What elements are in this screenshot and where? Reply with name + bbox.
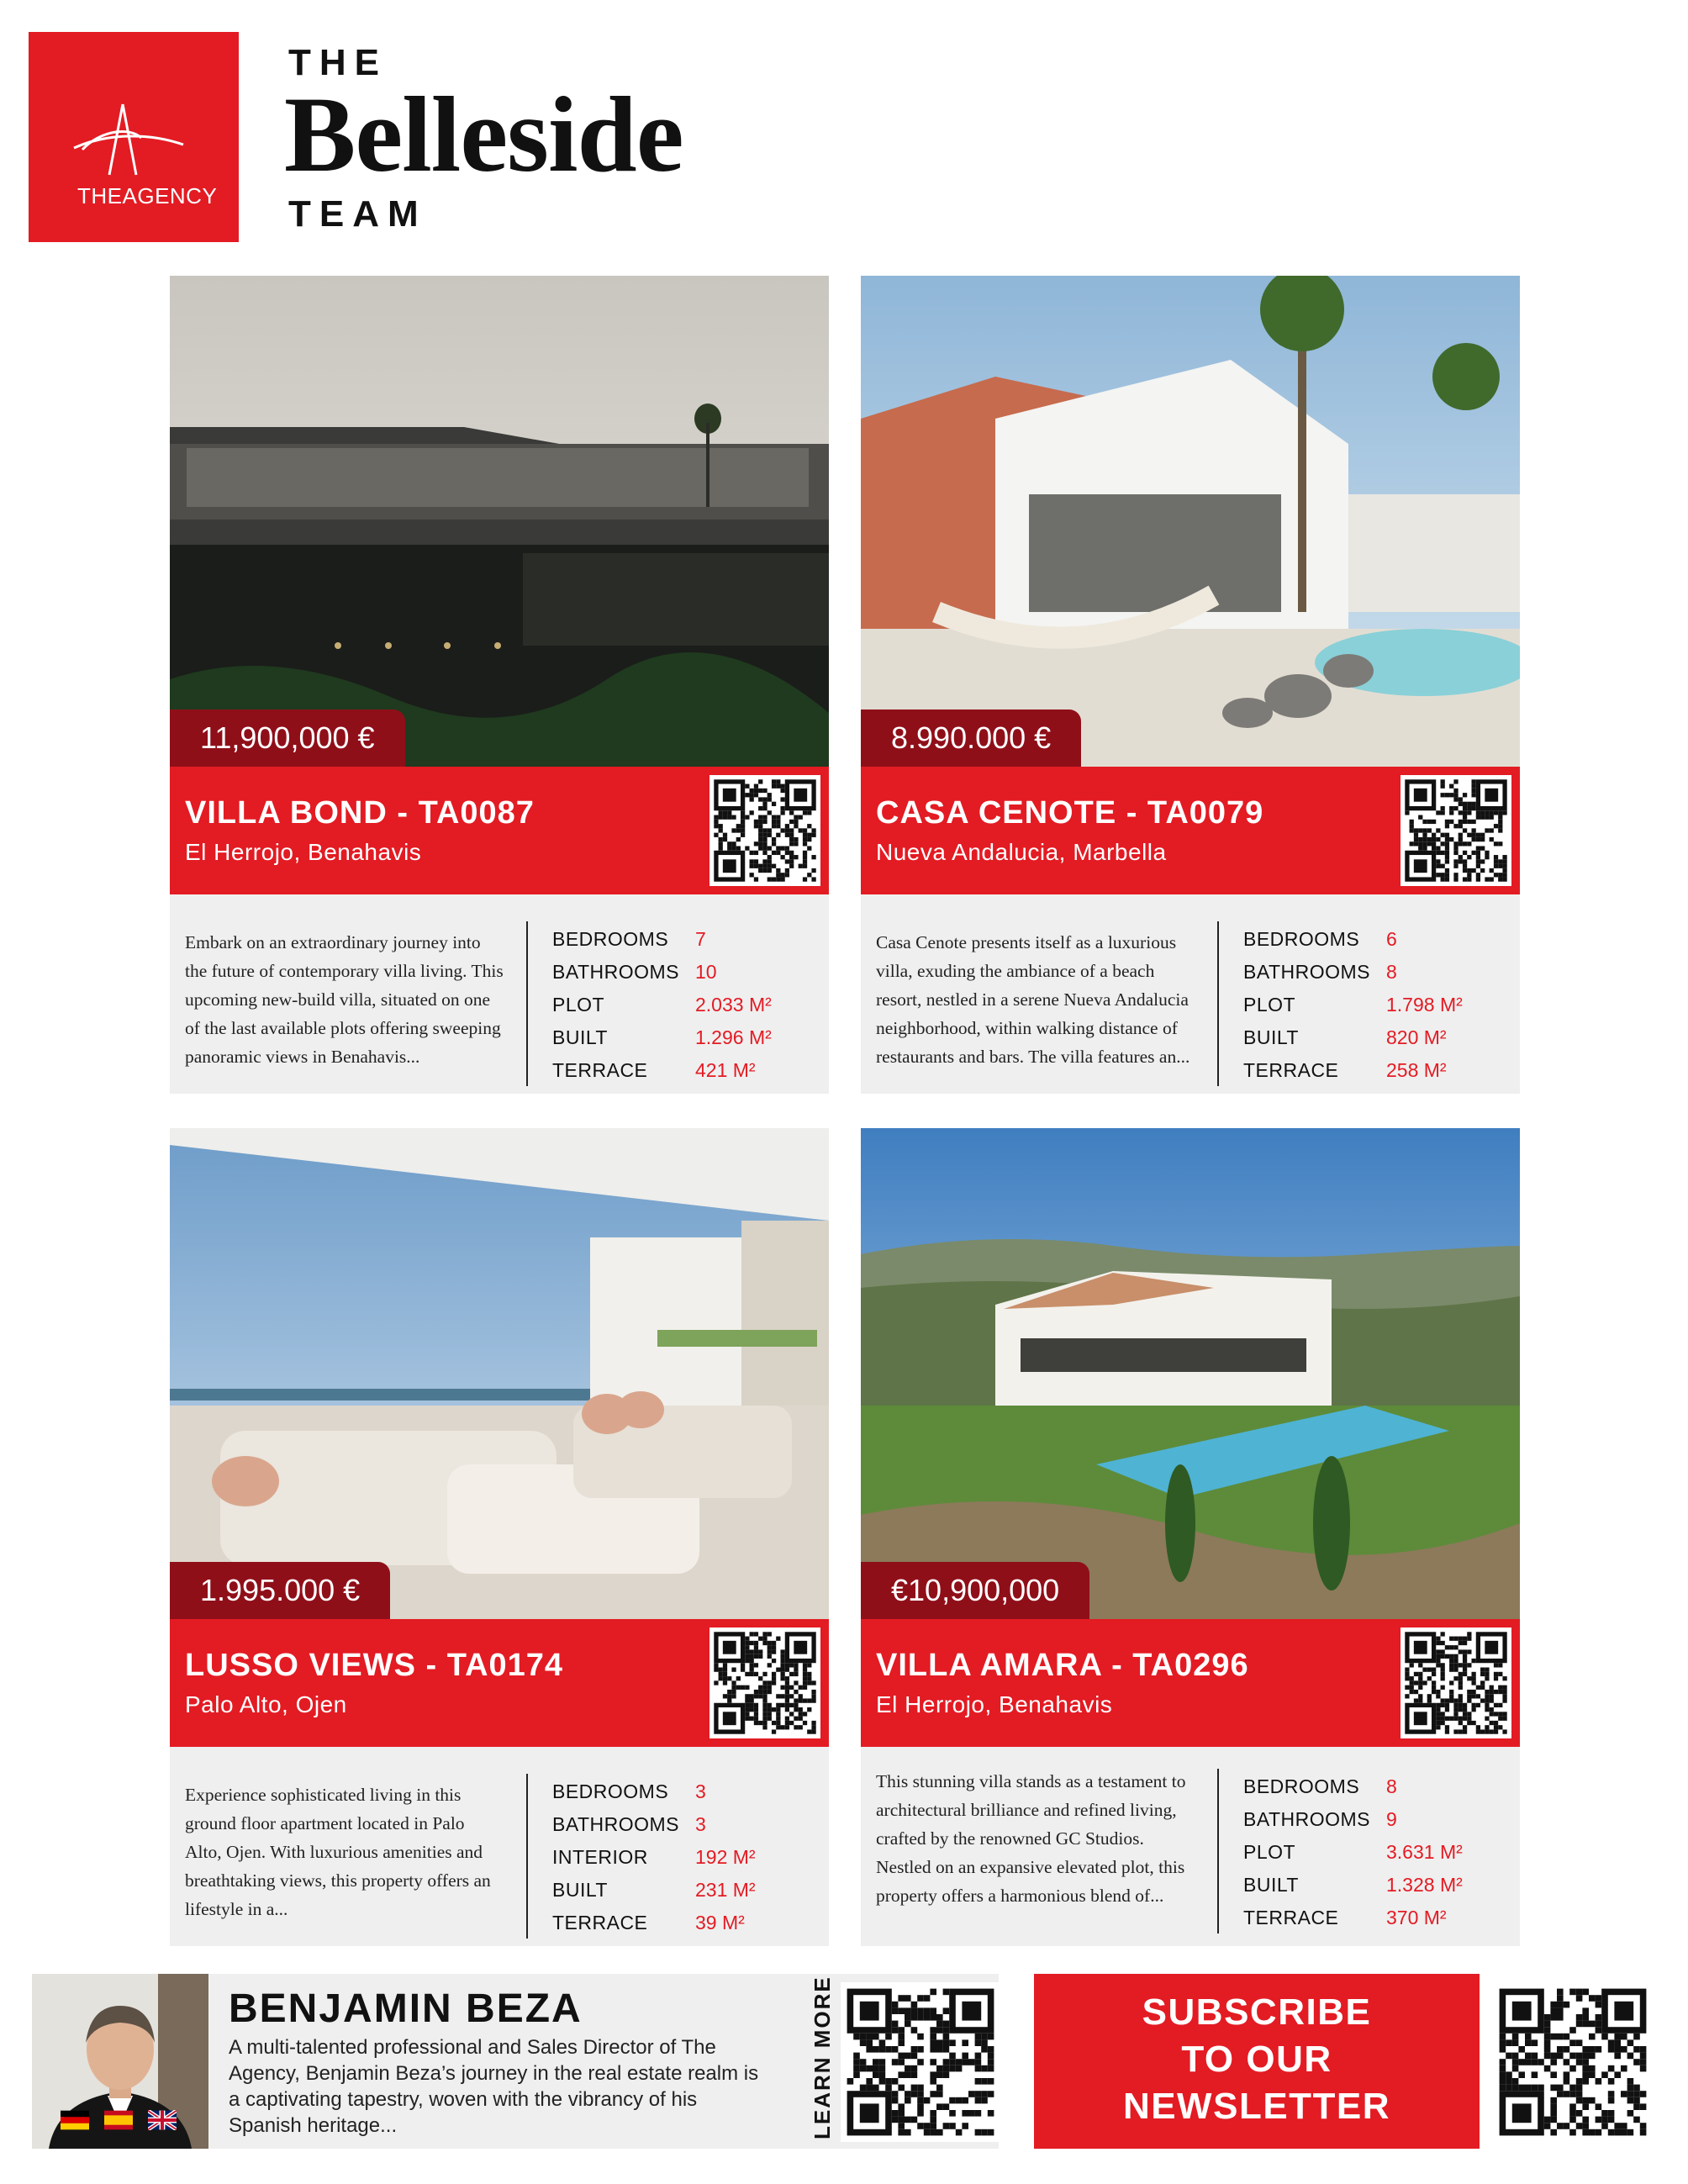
spec-value: 370 M² [1386, 1907, 1447, 1928]
listing-header [861, 1619, 1520, 1747]
brand-the: THE [288, 42, 388, 83]
spec-label: BEDROOMS [1243, 928, 1360, 950]
spec-label: BEDROOMS [1243, 1775, 1360, 1797]
brand-team: TEAM [288, 193, 427, 235]
spec-value: 192 M² [695, 1846, 756, 1868]
listing-specs [552, 1775, 756, 1939]
listing-title[interactable]: CASA CENOTE - TA0079 [876, 795, 1264, 831]
listing-price: 8.990.000 € [861, 710, 1081, 767]
spec-label: TERRACE [1243, 1907, 1339, 1928]
listing-location: Nueva Andalucia, Marbella [876, 839, 1167, 865]
spec-row [552, 956, 772, 989]
spec-row [552, 1808, 756, 1841]
spec-value: 3 [695, 1813, 706, 1835]
spec-label: BUILT [552, 1026, 608, 1048]
listing-location: Palo Alto, Ojen [185, 1691, 347, 1717]
german-flag-icon [61, 2110, 89, 2130]
spec-row [1243, 1836, 1463, 1869]
agency-logo [29, 32, 239, 242]
spec-label: BATHROOMS [1243, 961, 1371, 983]
divider [1217, 1769, 1219, 1933]
listing-description: This stunning villa stands as a testament to architectural brilliance and refined living, crafted by the renowned GC Studios. Nestled on an expansive elevated plot, this property offers a harmonious blend of... [876, 1771, 1186, 1906]
spec-row [1243, 956, 1463, 989]
spec-value: 8 [1386, 1775, 1397, 1797]
divider [526, 1774, 528, 1939]
spec-row [552, 1841, 756, 1874]
listing-photo[interactable] [861, 276, 1520, 767]
listing-card[interactable] [861, 276, 1520, 1094]
listing-specs [1243, 1770, 1463, 1934]
listing-location: El Herrojo, Benahavis [185, 839, 422, 865]
spec-row [1243, 1021, 1463, 1054]
spec-value: 7 [695, 928, 706, 950]
subscribe-line: TO OUR [1181, 2039, 1332, 2080]
listing-photo[interactable] [861, 1128, 1520, 1619]
qr-code-icon[interactable] [709, 775, 820, 886]
listing-specs [552, 923, 772, 1087]
spec-value: 3 [695, 1780, 706, 1802]
listing-title[interactable]: LUSSO VIEWS - TA0174 [185, 1648, 564, 1683]
newsletter-qr-code-icon[interactable] [1493, 1982, 1653, 2142]
listing-price: 11,900,000 € [170, 710, 405, 767]
listing-location: El Herrojo, Benahavis [876, 1691, 1113, 1717]
spec-value: 258 M² [1386, 1059, 1447, 1081]
spec-label: BATHROOMS [1243, 1808, 1371, 1830]
spec-row [1243, 1803, 1463, 1836]
spec-row [552, 1054, 772, 1087]
spec-value: 6 [1386, 928, 1397, 950]
listing-header [861, 767, 1520, 894]
listing-description: Experience sophisticated living in this ground floor apartment located in Palo Alto, Ojen. With luxurious amenities and breathtaking views, this property offers an lifestyle in a... [185, 1785, 491, 1919]
spec-label: PLOT [1243, 1841, 1296, 1863]
listing-card[interactable] [861, 1128, 1520, 1946]
spec-value: 421 M² [695, 1059, 756, 1081]
spec-value: 39 M² [695, 1912, 745, 1933]
spec-value: 9 [1386, 1808, 1397, 1830]
spec-value: 1.296 M² [695, 1026, 772, 1048]
subscribe-newsletter-button[interactable] [1034, 1974, 1480, 2149]
spec-label: TERRACE [552, 1059, 648, 1081]
spec-label: TERRACE [1243, 1059, 1339, 1081]
agency-mark-icon [49, 98, 217, 182]
listing-description: Casa Cenote presents itself as a luxurious villa, exuding the ambiance of a beach resort, nestled in a serene Nueva Andalucia neighborhood, within walking distance of restaurants and bars. The villa features an... [876, 932, 1190, 1067]
spec-value: 1.798 M² [1386, 994, 1463, 1016]
spec-row [552, 1874, 756, 1907]
spec-label: TERRACE [552, 1912, 648, 1933]
listing-photo[interactable] [170, 1128, 829, 1619]
spec-value: 1.328 M² [1386, 1874, 1463, 1896]
listing-photo[interactable] [170, 276, 829, 767]
qr-code-icon[interactable] [1401, 1627, 1511, 1738]
spec-label: PLOT [1243, 994, 1296, 1016]
spec-row [552, 1907, 756, 1939]
spec-value: 3.631 M² [1386, 1841, 1463, 1863]
spec-row [552, 923, 772, 956]
qr-code-icon[interactable] [709, 1627, 820, 1738]
listing-title[interactable]: VILLA BOND - TA0087 [185, 795, 535, 831]
spec-row [1243, 1869, 1463, 1902]
listing-price: €10,900,000 [861, 1562, 1089, 1619]
learn-more-qr-code-icon[interactable] [841, 1982, 1000, 2142]
listing-card[interactable] [170, 276, 829, 1094]
listing-header [170, 767, 829, 894]
spec-value: 820 M² [1386, 1026, 1447, 1048]
spanish-flag-icon [104, 2110, 133, 2130]
listing-description: Embark on an extraordinary journey into the future of contemporary villa living. This upcoming new-build villa, situated on one of the last available plots offering sweeping panoramic views in Benahavis... [185, 932, 504, 1067]
spec-value: 2.033 M² [695, 994, 772, 1016]
spec-label: BATHROOMS [552, 1813, 680, 1835]
spec-row [552, 1775, 756, 1808]
spec-label: BUILT [1243, 1874, 1299, 1896]
listing-specs [1243, 923, 1463, 1087]
qr-code-icon[interactable] [1401, 775, 1511, 886]
agent-name: BENJAMIN BEZA [229, 1986, 583, 2031]
agency-logo-text: THEAGENCY [77, 183, 218, 208]
spec-label: BEDROOMS [552, 1780, 669, 1802]
spec-row [1243, 1054, 1463, 1087]
subscribe-line: SUBSCRIBE [1142, 1991, 1372, 2033]
spec-row [1243, 923, 1463, 956]
spec-value: 10 [695, 961, 717, 983]
spec-label: BUILT [1243, 1026, 1299, 1048]
spec-label: INTERIOR [552, 1846, 648, 1868]
spec-label: BEDROOMS [552, 928, 669, 950]
spec-row [1243, 1770, 1463, 1803]
subscribe-line: NEWSLETTER [1122, 2086, 1391, 2127]
listing-header [170, 1619, 829, 1747]
learn-more-label: LEARN MORE [810, 1976, 835, 2139]
spec-row [552, 989, 772, 1021]
spec-value: 231 M² [695, 1879, 756, 1901]
spec-label: BATHROOMS [552, 961, 680, 983]
spec-row [1243, 989, 1463, 1021]
listing-title[interactable]: VILLA AMARA - TA0296 [876, 1648, 1249, 1683]
brand-name: Belleside [284, 75, 683, 194]
listing-card[interactable] [170, 1128, 829, 1946]
divider [1217, 921, 1219, 1086]
spec-label: PLOT [552, 994, 605, 1016]
language-flags [61, 2110, 177, 2130]
spec-row [1243, 1902, 1463, 1934]
spec-label: BUILT [552, 1879, 608, 1901]
spec-row [552, 1021, 772, 1054]
agent-bio: A multi-talented professional and Sales Director of The Agency, Benjamin Beza’s journey in the real estate realm is a captivating tapestry, woven with the vibrancy of his Spanish heritage... [229, 2036, 759, 2137]
spec-value: 8 [1386, 961, 1397, 983]
listing-price: 1.995.000 € [170, 1562, 390, 1619]
uk-flag-icon [148, 2110, 177, 2130]
divider [526, 921, 528, 1086]
